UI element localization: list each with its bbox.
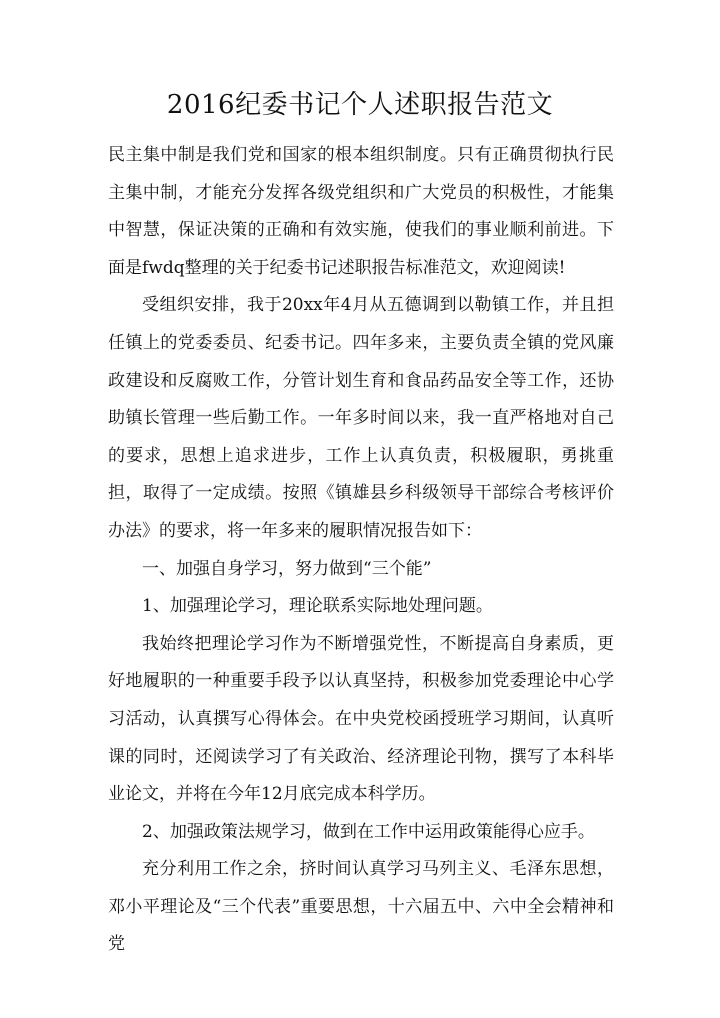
body-paragraph-2: 我始终把理论学习作为不断增强党性，不断提高自身素质，更好地履职的一种重要手段予以认真坚持，积极参加党委理论中心学习活动，认真撰写心得体会。在中央党校函授班学习期间，认真听课的同时，还阅读学习了有关政治、经济理论刊物，撰写了本科毕业论文，并将在今年12月底完成本科学历。 bbox=[108, 633, 614, 805]
section-heading-1: 一、加强自身学习，努力做到“三个能” bbox=[142, 558, 432, 579]
intro-paragraph: 民主集中制是我们党和国家的根本组织制度。只有正确贯彻执行民主集中制，才能充分发挥各级党组织和广大党员的积极性，才能集中智慧，保证决策的正确和有效实施，使我们的事业顺利前进。下面是fwdq整理的关于纪委书记述职报告标准范文，欢迎阅读! bbox=[108, 145, 614, 278]
body-paragraph-3: 充分利用工作之余，挤时间认真学习马列主义、毛泽东思想，邓小平理论及“三个代表”重要思想，十六届五中、六中全会精神和党 bbox=[108, 859, 614, 955]
subsection-heading-1: 1、加强理论学习，理论联系实际地处理问题。 bbox=[142, 596, 493, 617]
document-body bbox=[108, 137, 614, 964]
document-title: 2016纪委书记个人述职报告范文 bbox=[166, 90, 554, 120]
subsection-heading-2: 2、加强政策法规学习，做到在工作中运用政策能得心应手。 bbox=[142, 821, 595, 842]
body-paragraph-1: 受组织安排，我于20xx年4月从五德调到以勒镇工作，并且担任镇上的党委委员、纪委书记。四年多来，主要负责全镇的党风廉政建设和反腐败工作，分管计划生育和食品药品安全等工作，还协助镇长管理一些后勤工作。一年多时间以来，我一直严格地对自己的要求，思想上追求进步，工作上认真负责，积极履职，勇挑重担，取得了一定成绩。按照《镇雄县乡科级领导干部综合考核评价办法》的要求，将一年多来的履职情况报告如下： bbox=[108, 295, 614, 541]
